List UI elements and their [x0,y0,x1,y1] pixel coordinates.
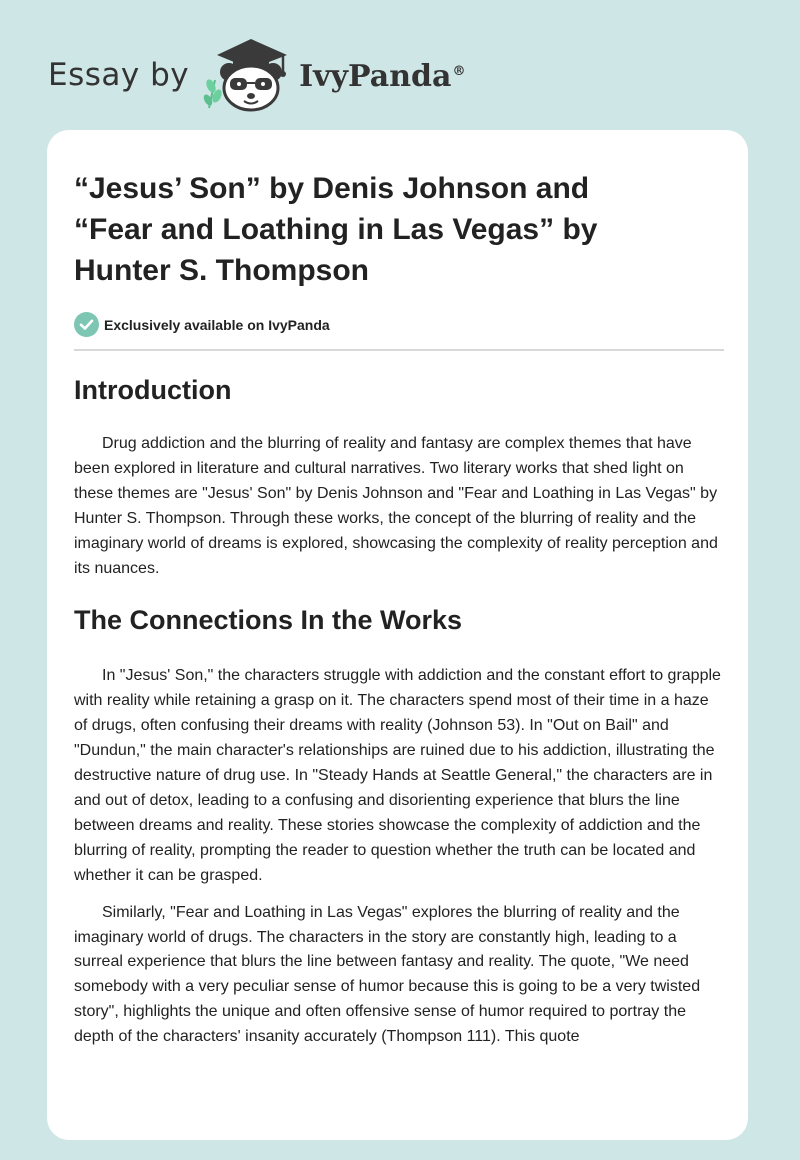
exclusive-badge [74,312,724,337]
brand-name[interactable] [299,59,465,94]
essay-title [74,168,724,291]
title-line: “Jesus’ Son” by Denis Johnson and [74,172,590,205]
registered-mark: ® [452,63,466,79]
section-heading-introduction: Introduction [74,375,232,405]
paragraph: In "Jesus' Son," the characters struggle with addiction and the constant effort to grapple with reality while retaining a grasp on it. The characters spend most of their time in a haze of drugs, often confusing their dreams with reality (Johnson 53). In "Out on Bail" and "Dundun," the main character's relationships are ruined due to his addiction, illustrating the destructive nature of drug use. In "Steady Hands at Seattle General," the characters are in and out of detox, leading to a confusing and disorienting experience that blurs the line between dreams and reality. These stories showcase the complexity of addiction and the blurring of reality, prompting the reader to question whether the truth can be located and whether it can be grasped. [74,667,721,884]
site-header [48,34,465,114]
essay-content [74,168,724,1050]
title-line: Hunter S. Thompson [74,254,369,287]
section-heading-connections: The Connections In the Works [74,605,463,636]
essay-card [47,130,748,1140]
badge-text: Exclusively available on IvyPanda [104,316,330,333]
essay-by-label: Essay by [48,57,190,93]
title-line: “Fear and Loathing in Las Vegas” by [74,213,598,246]
paragraph: Similarly, "Fear and Loathing in Las Vegas" explores the blurring of reality and the imaginary world of drugs. The characters in the story are constantly high, leading to a surreal experience that blurs the line between fantasy and reality. The quote, "We need somebody with a very peculiar sense of humor because this is going to be a very twisted story", highlights the unique and often offensive sense of humor required to portray the depth of the characters' insanity accurately (Thompson 111). This quote [74,903,701,1046]
panda-logo-icon[interactable] [203,34,295,114]
paragraph: Drug addiction and the blurring of reality and fantasy are complex themes that have been explored in literature and cultural narratives. Two literary works that shed light on these themes are "Jesus' Son" by Denis Johnson and "Fear and Loathing in Las Vegas" by Hunter S. Thompson. Through these works, the concept of the blurring of reality and the imaginary world of dreams is explored, showcasing the complexity of reality perception and its nuances. [74,435,718,577]
divider [74,349,724,351]
brand-text: IvyPanda [299,58,452,94]
check-circle-icon [74,312,99,337]
